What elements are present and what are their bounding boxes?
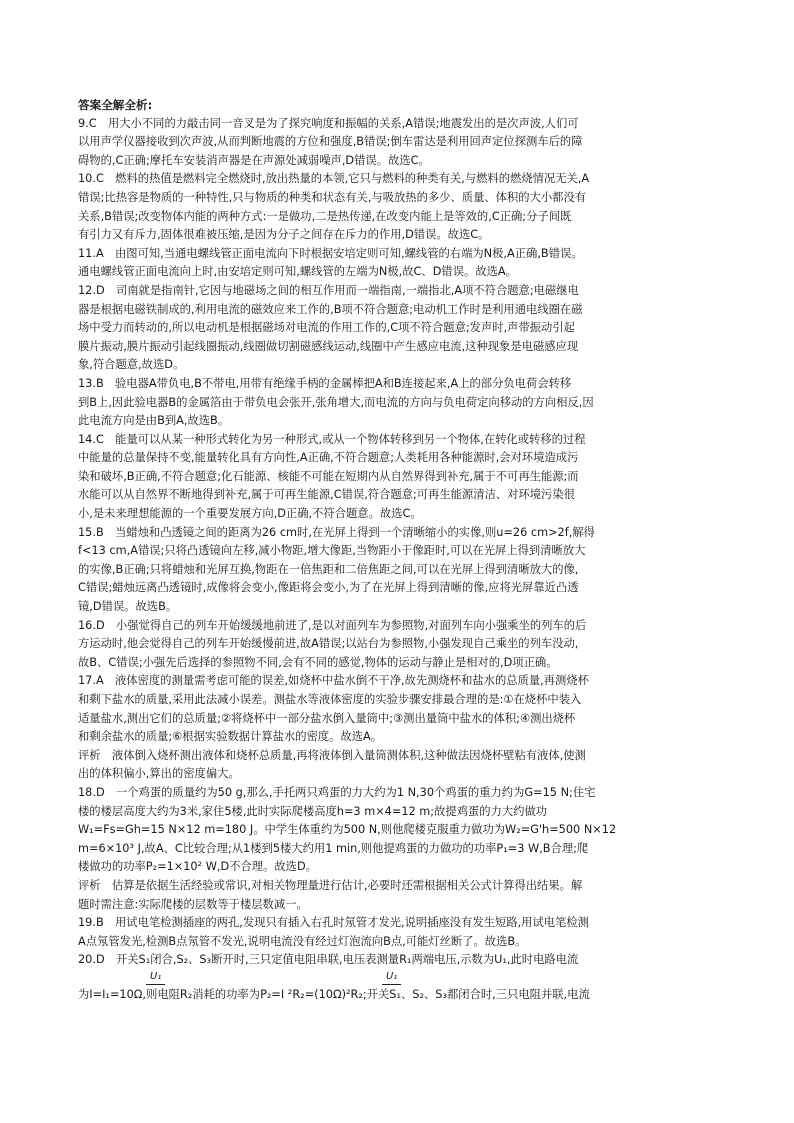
answer-item-9: [78, 115, 714, 171]
answer-content: [78, 96, 714, 1007]
answer-line: 场中受力而转动的,所以电动机是根据磁场对电流的作用工作的,C项不符合题意;发声时,声带振动引起: [78, 321, 575, 335]
answer-line: 方运动时,他会觉得自己的列车开始缓慢前进,故A错误;以站台为参照物,小强发现自己乘坐的列车没动,: [78, 637, 579, 651]
answer-line: 出的体积偏小,算出的密度偏大。: [78, 767, 240, 781]
answer-line: 碍物的,C正确;摩托车安装消声器是在声源处减弱噪声,D错误。故选C。: [78, 153, 430, 167]
answer-line: 13.B 验电器A带负电,B不带电,用带有绝缘手柄的金属棒把A和B连接起来,A上的部分负电荷会转移: [78, 376, 572, 390]
answer-line: f<13 cm,A错误;只将凸透镜向左移,减小物距,增大像距,当物距小于像距时,可以在光屏上得到清晰放大: [78, 544, 586, 558]
answer-line: 象,符合题意,故选D。: [78, 358, 185, 372]
answer-item-11: [78, 245, 714, 282]
answer-item-15: [78, 524, 714, 617]
answer-line: 的实像,B正确;只将蜡烛和光屏互换,物距在一倍焦距和二倍焦距之间,可以在光屏上得到清晰放大的像,: [78, 562, 579, 576]
answer-line: 适量盐水,测出它们的总质量;②将烧杯中一部分盐水倒入量筒中;③测出量筒中盐水的体积;④测出烧杯: [78, 711, 576, 725]
answer-line: 题时需注意:实际爬楼的层数等于楼层数减一。: [78, 897, 308, 911]
answer-list: [78, 115, 714, 1007]
answer-line: 12.D 司南就是指南针,它因与地磁场之间的相互作用而一端指南,一端指北,A项不符合题意;电磁继电: [78, 283, 579, 297]
answer-line: 20.D 开关S₁闭合,S₂、S₃断开时,三只定值电阻串联,电压表测量R₁两端电压,示数为U₁,此时电路电流: [78, 953, 579, 967]
answer-line: 中能量的总量保持不变,能量转化具有方向性,A正确,不符合题意;人类耗用各种能源时,会对环境造成污: [78, 451, 579, 465]
answer-line: 器是根据电磁铁制成的,利用电流的磁效应来工作的,B项不符合题意;电动机工作时是利用通电线圈在磁: [78, 302, 583, 316]
fraction-numerator: U₁: [146, 970, 165, 985]
answer-item-10: [78, 170, 714, 244]
answer-line: 11.A 由图可知,当通电螺线管正面电流向下时根据安培定则可知,螺线管的右端为N极,A正确,B错误。: [78, 246, 583, 260]
answer-line: m=6×10³ J,故A、C比较合理;从1楼到5楼大约用1 min,则他提鸡蛋的力做功的功率P₁=3 W,B合理;爬: [78, 841, 589, 855]
page-heading: 答案全解全析:: [78, 98, 153, 112]
formula-row: [78, 970, 714, 1007]
answer-line: 和剩下盐水的质量,采用此法减小误差。测盐水等液体密度的实验步骤安排最合理的是:①在烧杯中装入: [78, 693, 582, 706]
answer-line: 9.C 用大小不同的力敲击同一音叉是为了探究响度和振幅的关系,A错误;地震发出的是次声波,人们可: [78, 116, 579, 130]
answer-item-17: [78, 672, 714, 784]
fraction-numerator: U₁: [382, 970, 401, 985]
answer-line: 19.B 用试电笔检测插座的两孔,发现只有插入右孔时氖管才发光,说明插座没有发生短路,用试电笔检测: [78, 916, 589, 930]
answer-line: 18.D 一个鸡蛋的质量约为50 g,那么,手托两只鸡蛋的力大约为1 N,30个鸡蛋的重力约为G=15 N;住宅: [78, 785, 596, 799]
answer-item-13: [78, 375, 714, 431]
answer-line: 关系,B错误;改变物体内能的两种方式:一是做功,二是热传递,在改变内能上是等效的,C正确;分子间既: [78, 209, 572, 223]
answer-line: 故B、C错误;小强先后选择的参照物不同,会有不同的感觉,物体的运动与静止是相对的,D项正确。: [78, 655, 558, 669]
answer-line: W₁=Fs=Gh=15 N×12 m=180 J。中学生体重约为500 N,则他爬楼克服重力做功为W₂=G'h=500 N×12: [78, 823, 617, 837]
answer-item-19: [78, 914, 714, 951]
answer-line: 到B上,因此验电器B的金属箔由于带负电会张开,张角增大,而电流的方向与负电荷定向移动的方向相反,因: [78, 395, 594, 409]
answer-line: C错误;蜡烛远离凸透镜时,成像将会变小,像距将会变小,为了在光屏上得到清晰的像,应将光屏靠近凸透: [78, 581, 579, 595]
answer-item-16: [78, 617, 714, 673]
answer-line: 15.B 当蜡烛和凸透镜之间的距离为26 cm时,在光屏上得到一个清晰缩小的实像,则u=26 cm>2f,解得: [78, 525, 595, 539]
answer-item-18: [78, 784, 714, 914]
answer-item-20: [78, 951, 714, 1007]
answer-line: 有引力又有斥力,固体很难被压缩,是因为分子之间存在斥力的作用,D错误。故选C。: [78, 228, 490, 242]
formula-line: 为I=I₁=10Ω,则电阻R₂消耗的功率为P₂=I ²R₂=(10Ω)²R₂;开关S₁、S₂、S₃都闭合时,三只电阻并联,电流: [78, 987, 590, 1001]
answer-line: 水能可以从自然界不断地得到补充,属于可再生能源,C错误,符合题意;可再生能源清洁、对环境污染很: [78, 488, 575, 502]
answer-line: 小,是未来理想能源的一个重要发展方向,D正确,不符合题意。故选C。: [78, 507, 422, 521]
answer-line: 和剩余盐水的质量;⑥根据实验数据计算盐水的密度。故选A。: [78, 730, 383, 744]
answer-item-12: [78, 282, 714, 375]
answer-line: 错误;比热容是物质的一种特性,只与物质的种类和状态有关,与吸放热的多少、质量、体积的大小都没有: [78, 190, 587, 204]
answer-line: 16.D 小强觉得自己的列车开始缓缓地前进了,是以对面列车为参照物,对面列车向小强乘坐的列车的后: [78, 618, 587, 632]
answer-line: A点氖管发光,检测B点氖管不发光,说明电流没有经过灯泡流向B点,可能灯丝断了。故选B。: [78, 934, 527, 948]
answer-line: 10.C 燃料的热值是燃料完全燃烧时,放出热量的本领,它只与燃料的种类有关,与燃料的燃烧情况无关,A: [78, 172, 590, 186]
answer-line: 楼的楼层高度大约为3米,家住5楼,此时实际爬楼高度h=3 m×4=12 m;故提鸡蛋的力大约做功: [78, 804, 548, 818]
answer-line: 评析 液体倒入烧杯测出液体和烧杯总质量,再将液体倒入量筒测体积,这种做法因烧杯壁粘有液体,使测: [78, 748, 586, 762]
answer-line: 17.A 液体密度的测量需考虑可能的误差,如烧杯中盐水倒不干净,故先测烧杯和盐水的总质量,再测烧杯: [78, 674, 589, 688]
answer-line: 染和破坏,B正确,不符合题意;化石能源、核能不可能在短期内从自然界得到补充,属于不可再生能源;而: [78, 469, 579, 483]
answer-line: 楼做功的功率P₂=1×10² W,D不合理。故选D。: [78, 860, 317, 874]
answer-line: 镜,D错误。故选B。: [78, 600, 178, 614]
answer-line: 膜片振动,膜片振动引起线圈振动,线圈做切割磁感线运动,线圈中产生感应电流,这种现象是电磁感应现: [78, 339, 579, 353]
answer-line: 通电螺线管正面电流向上时,由安培定则可知,螺线管的左端为N极,故C、D错误。故选A。: [78, 265, 517, 279]
answer-line: 此电流方向是由B到A,故选B。: [78, 414, 230, 428]
answer-item-14: [78, 431, 714, 524]
answer-line: 评析 估算是依据生活经验或常识,对相关物理量进行估计,必要时还需根据相关公式计算得出结果。解: [78, 878, 583, 892]
answer-line: 14.C 能量可以从某一种形式转化为另一种形式,或从一个物体转移到另一个物体,在转化或转移的过程: [78, 432, 586, 446]
answer-line: 以用声学仪器接收到次声波,从而判断地震的方位和强度,B错误;倒车雷达是利用回声定位探测车后的障: [78, 135, 583, 149]
